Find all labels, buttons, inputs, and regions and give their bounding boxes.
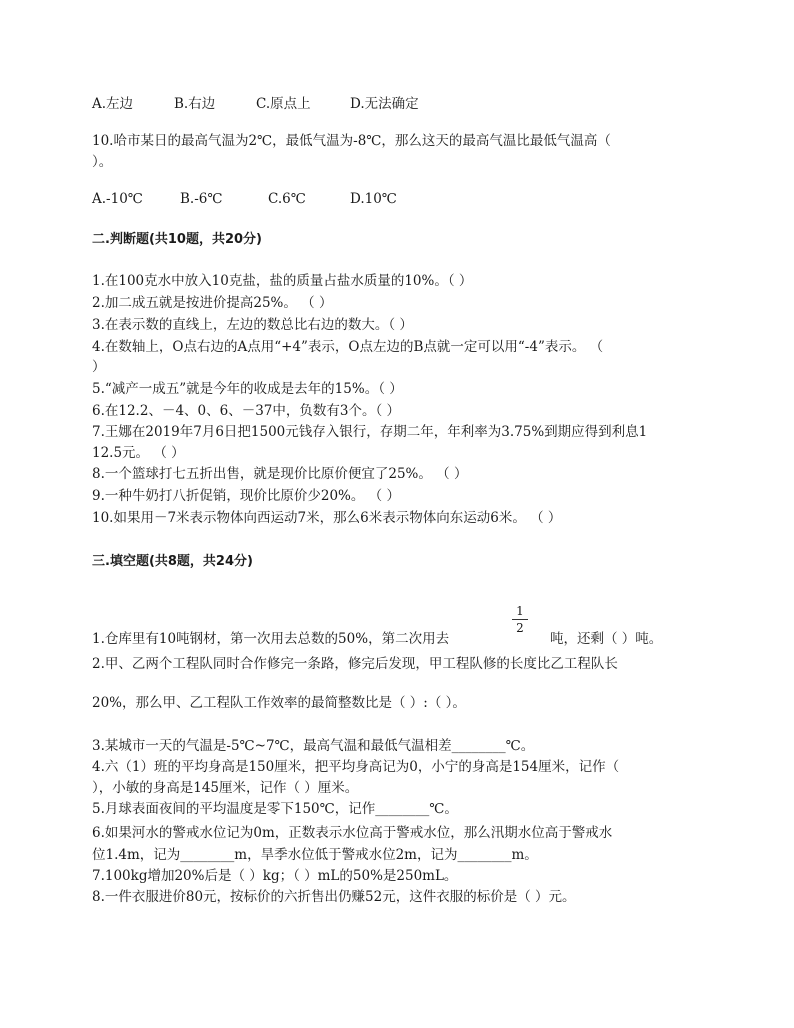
q10-option-d: D.10℃ xyxy=(350,191,397,207)
s2-line-5: 5.“减产一成五”就是今年的收成是去年的15%。（ ） xyxy=(92,381,403,397)
s3-line-8: 8.一件衣服进价80元，按标价的六折售出仍赚52元，这件衣服的标价是（ ）元。 xyxy=(92,889,576,905)
s2-line-7: 7.王娜在2019年7月6日把1500元钱存入银行，存期二年，年利率为3.75%到期应得到利息1 xyxy=(92,424,648,440)
s3-line-7: 7.100kg增加20%后是（ ）kg；（ ）mL的50%是250mL。 xyxy=(92,868,458,884)
s2-line-4b: ） xyxy=(92,359,106,375)
s2-line-7b: 12.5元。 （ ） xyxy=(92,445,185,461)
s2-line-6: 6.在12.2、－4、0、6、－37中，负数有3个。（ ） xyxy=(92,403,401,419)
fraction-denominator: 2 xyxy=(516,621,524,635)
s3-q1-part1: 1.仓库里有10吨钢材，第一次用去总数的50%，第二次用去 xyxy=(92,631,450,647)
fraction-bar xyxy=(512,619,528,620)
s3-q2-line1: 2.甲、乙两个工程队同时合作修完一条路，修完后发现，甲工程队修的长度比乙工程队长 xyxy=(92,656,618,672)
q9-option-a: A.左边 xyxy=(92,96,134,112)
s3-line-4b: ），小敏的身高是145厘米，记作（ ）厘米。 xyxy=(92,780,359,796)
q10-option-b: B.-6℃ xyxy=(180,191,223,207)
s2-line-9: 9.一种牛奶打八折促销，现价比原价少20%。 （ ） xyxy=(92,488,400,504)
s3-line-6b: 位1.4m，记为________m，旱季水位低于警戒水位2m，记为________m。 xyxy=(92,847,538,863)
s3-line-6: 6.如果河水的警戒水位记为0m，正数表示水位高于警戒水位，那么汛期水位高于警戒水 xyxy=(92,825,613,841)
q10-text-line2: ）。 xyxy=(92,154,113,170)
s3-line-4: 4.六（1）班的平均身高是150厘米，把平均身高记为0，小宁的身高是154厘米，记作（ xyxy=(92,759,620,775)
q10-option-a: A.-10℃ xyxy=(92,191,143,207)
s3-q2-line2: 20%，那么甲、乙工程队工作效率的最简整数比是（ ）:（ ）。 xyxy=(92,695,466,711)
q9-option-d: D.无法确定 xyxy=(350,96,419,112)
fraction-one-half xyxy=(512,604,528,635)
s2-line-1: 1.在100克水中放入10克盐，盐的质量占盐水质量的10%。（ ） xyxy=(92,273,473,289)
s2-line-10: 10.如果用－7米表示物体向西运动7米，那么6米表示物体向东运动6米。 （ ） xyxy=(92,510,562,526)
fraction-numerator: 1 xyxy=(516,604,524,618)
s2-line-3: 3.在表示数的直线上，左边的数总比右边的数大。（ ） xyxy=(92,317,413,333)
s3-q1-part2: 吨，还剩（ ）吨。 xyxy=(550,631,663,647)
q10-text-line1: 10.哈市某日的最高气温为2℃，最低气温为-8℃，那么这天的最高气温比最低气温高（ xyxy=(92,133,611,149)
q9-option-b: B.右边 xyxy=(174,96,216,112)
q9-option-c: C.原点上 xyxy=(256,96,311,112)
s3-line-5: 5.月球表面夜间的平均温度是零下150℃，记作________℃。 xyxy=(92,801,458,817)
s2-line-8: 8.一个篮球打七五折出售，就是现价比原价便宜了25%。 （ ） xyxy=(92,466,468,482)
s3-line-3: 3.某城市一天的气温是-5℃~7℃，最高气温和最低气温相差________℃。 xyxy=(92,738,535,754)
section2-heading: 二.判断题(共10题，共20分) xyxy=(92,232,263,247)
section3-heading: 三.填空题(共8题，共24分) xyxy=(92,554,253,569)
q10-option-c: C.6℃ xyxy=(268,191,306,207)
s2-line-2: 2.加二成五就是按进价提高25%。 （ ） xyxy=(92,295,333,311)
s2-line-4: 4.在数轴上，O点右边的A点用“+4”表示，O点左边的B点就一定可以用“-4”表示。 （ xyxy=(92,339,604,355)
